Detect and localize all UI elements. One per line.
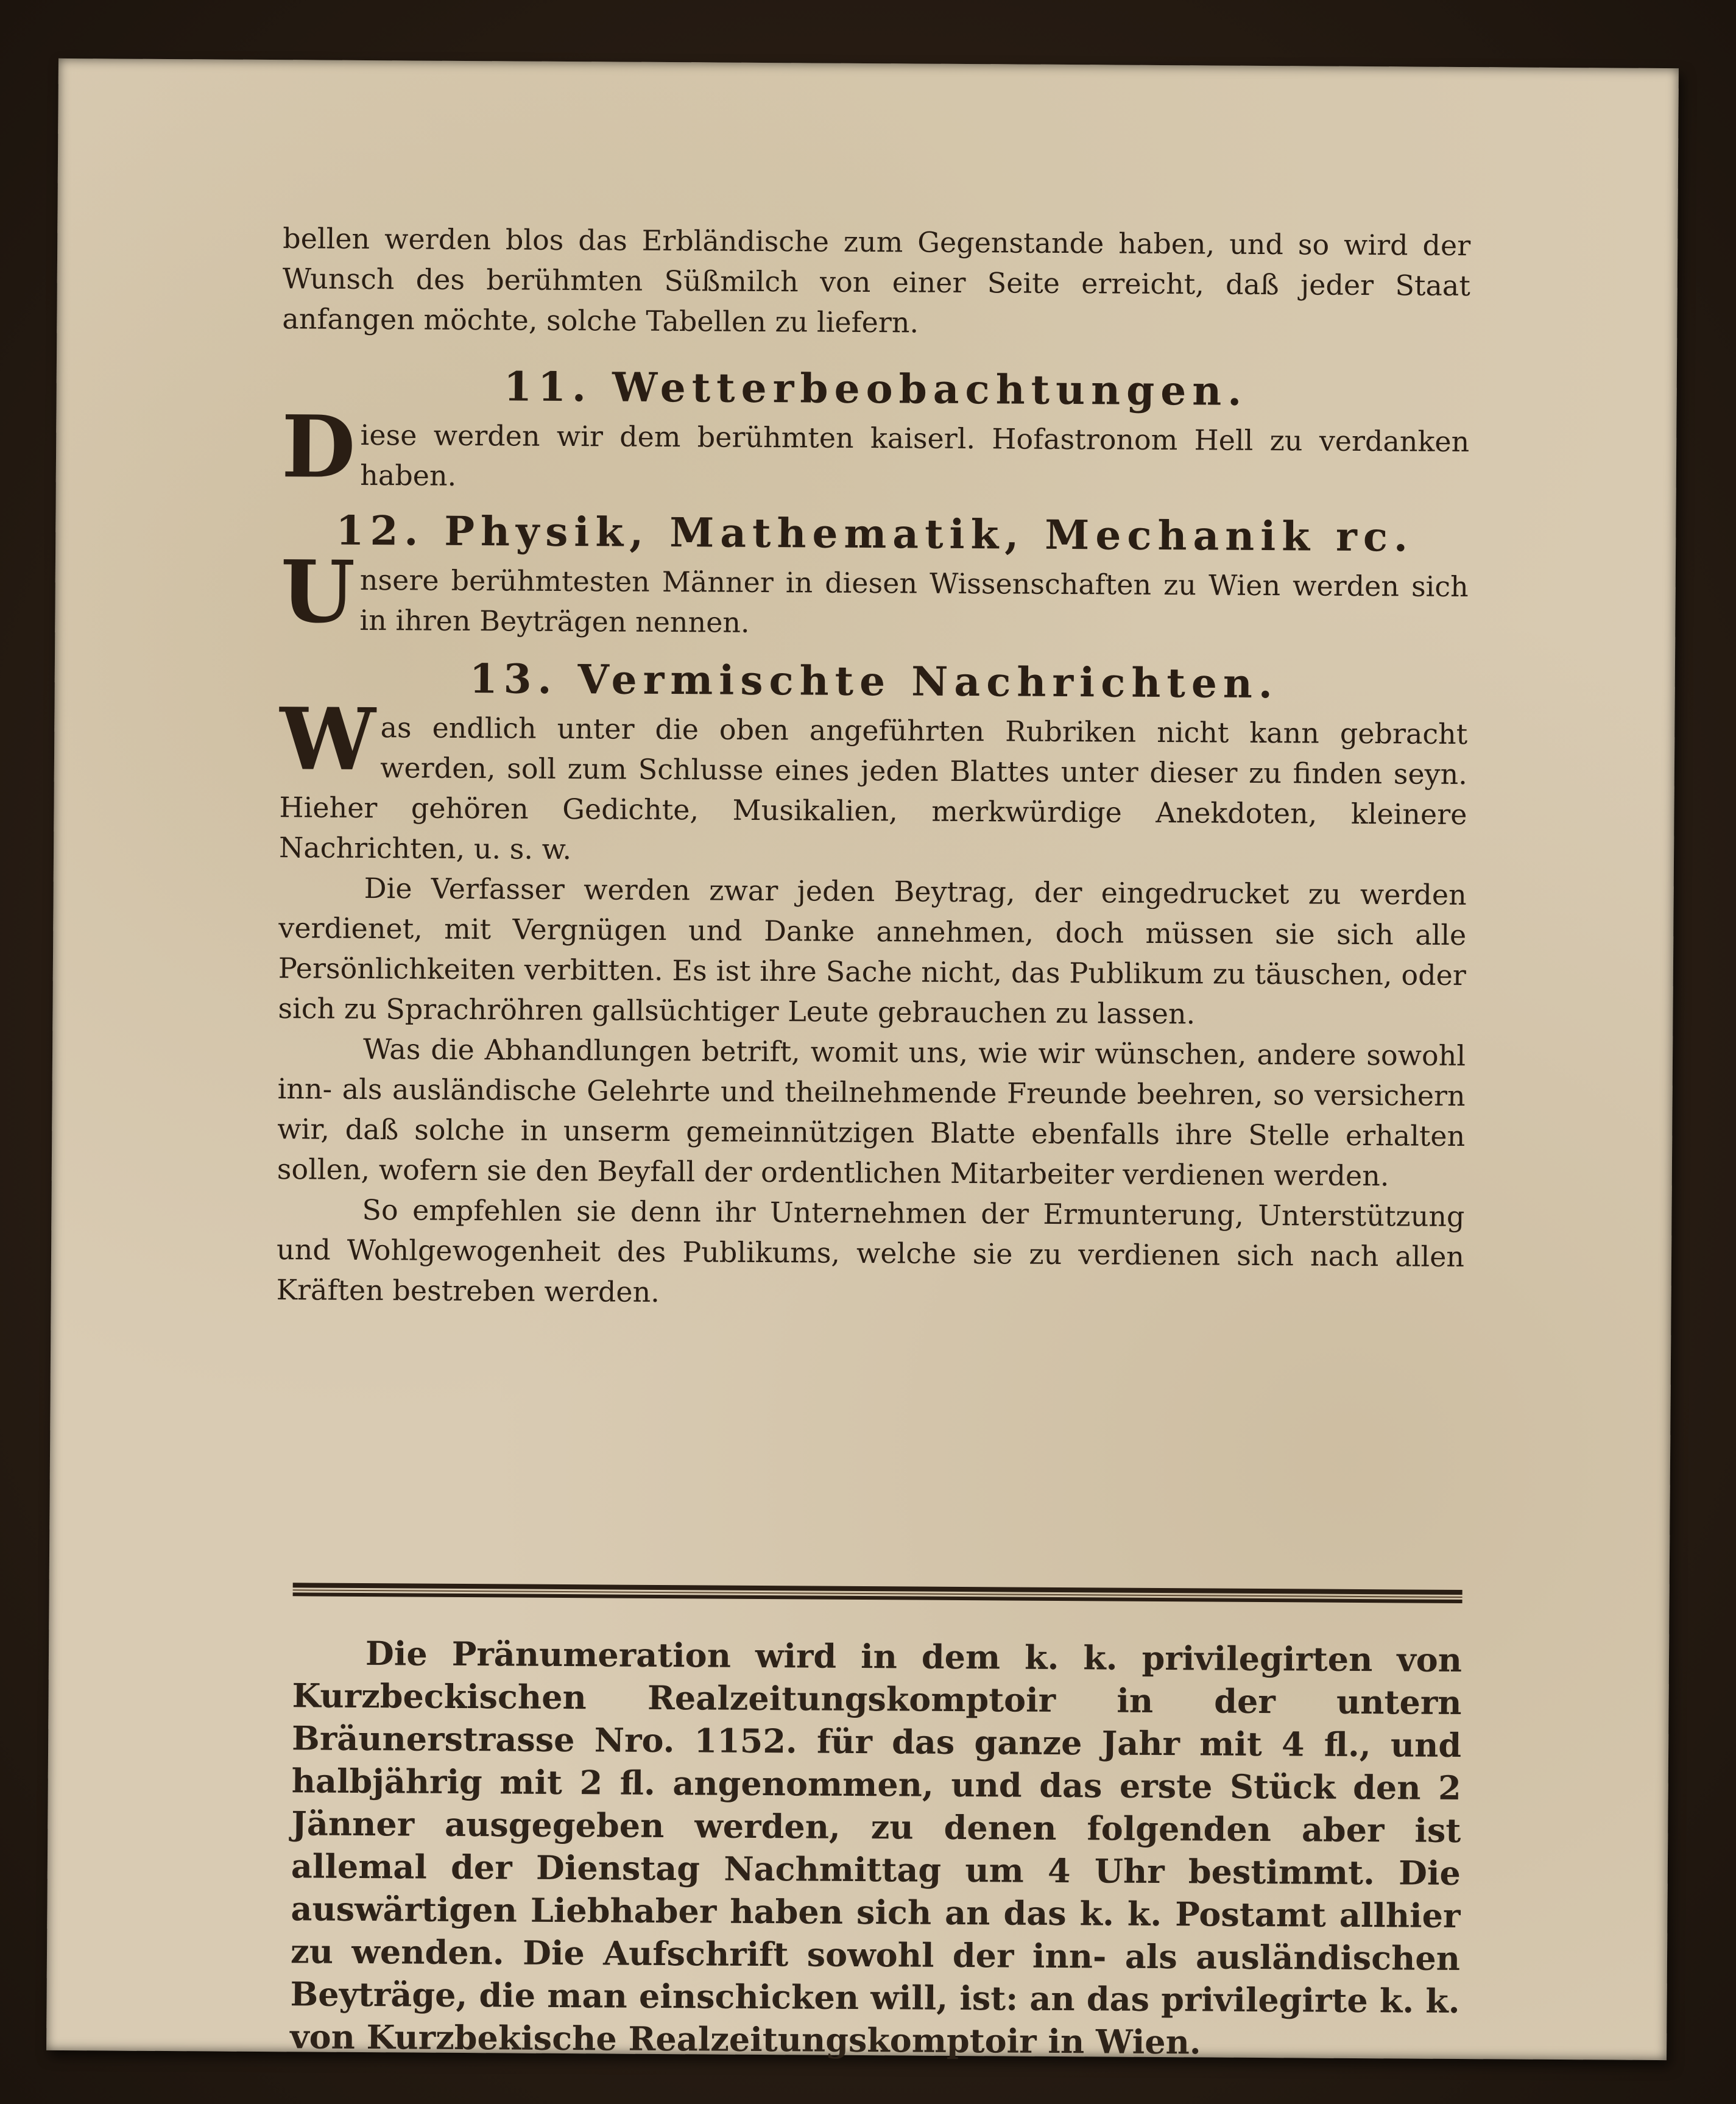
section-heading-13: 13. Vermischte Nachrichten. bbox=[469, 655, 1279, 708]
section-13-paragraph-3: Was die Abhandlungen betrift, womit uns, wie wir wünschen, andere sowohl inn- als ausländische Gelehrte und theilnehmende Freunde beehren, so versichern wir, daß solche in unserm gemeinnützigen Blatte ebenfalls ihre Stelle erhalten sollen, wofern sie den Beyfall der ordentlichen Mitarbeiter verdienen werden. bbox=[277, 1032, 1466, 1193]
divider-rule bbox=[293, 1583, 1463, 1603]
section-13-paragraph-4: So empfehlen sie denn ihr Unternehmen der Ermunterung, Unterstützung und Wohlgewogenheit des Publikums, welche sie zu verdienen sich nach allen Kräften bestreben werden. bbox=[276, 1193, 1465, 1308]
section-heading-12: 12. Physik, Mathematik, Mechanik rc. bbox=[336, 506, 1414, 561]
intro-paragraph: bellen werden blos das Erbländische zum Gegenstande haben, und so wird der Wunsch des berühmten Süßmilch von einer Seite erreicht, daß jeder Staat anfangen möchte, solche Tabellen zu liefern. bbox=[282, 222, 1471, 339]
section-13-paragraph-1: Was endlich unter die oben angeführten Rubriken nicht kann gebracht werden, soll zum Schlusse eines jeden Blattes unter dieser zu finden seyn. Hieher gehören Gedichte, Musikalien, merkwürdige Anekdoten, kleinere Nachrichten, u. s. w. bbox=[278, 690, 1468, 866]
document-page bbox=[46, 58, 1679, 2060]
section-11-paragraph: Diese werden wir dem berühmten kaiserl. Hofastronom Hell zu verdanken haben. bbox=[281, 397, 1470, 498]
divider-rule-inner bbox=[293, 1589, 1463, 1598]
section-12-paragraph: Unsere berühmtesten Männer in diesen Wissenschaften zu Wien werden sich in ihren Beyträgen nennen. bbox=[280, 542, 1469, 643]
subscription-notice bbox=[290, 1631, 1462, 2065]
main-text bbox=[276, 218, 1470, 1317]
subscription-notice-text: Die Pränumeration wird in dem k. k. privilegirten von Kurzbeckischen Realzeitungskomptoir in der untern Bräunerstrasse Nro. 1152. für das ganze Jahr mit 4 fl., und halbjährig mit 2 fl. angenommen, und das erste Stück den 2 Jänner ausgegeben werden, zu denen folgenden aber ist allemal der Dienstag Nachmittag um 4 Uhr bestimmt. Die auswärtigen Liebhaber haben sich an das k. k. Postamt allhier zu wenden. Die Aufschrift sowohl der inn- als ausländischen Beyträge, die man einschicken will, ist: an das privilegirte k. k. von Kurzbekische Realzeitungskomptoir in Wien. bbox=[289, 1634, 1463, 2062]
section-heading-11: 11. Wetterbeobachtungen. bbox=[503, 362, 1248, 415]
section-13-paragraph-2: Die Verfasser werden zwar jeden Beytrag, der eingedrucket zu werden verdienet, mit Vergnügen und Danke annehmen, doch müssen sie sich alle Persönlichkeiten verbitten. Es ist ihre Sache nicht, das Publikum zu täuschen, oder sich zu Sprachröhren gallsüchtiger Leute gebrauchen zu lassen. bbox=[278, 871, 1467, 1031]
